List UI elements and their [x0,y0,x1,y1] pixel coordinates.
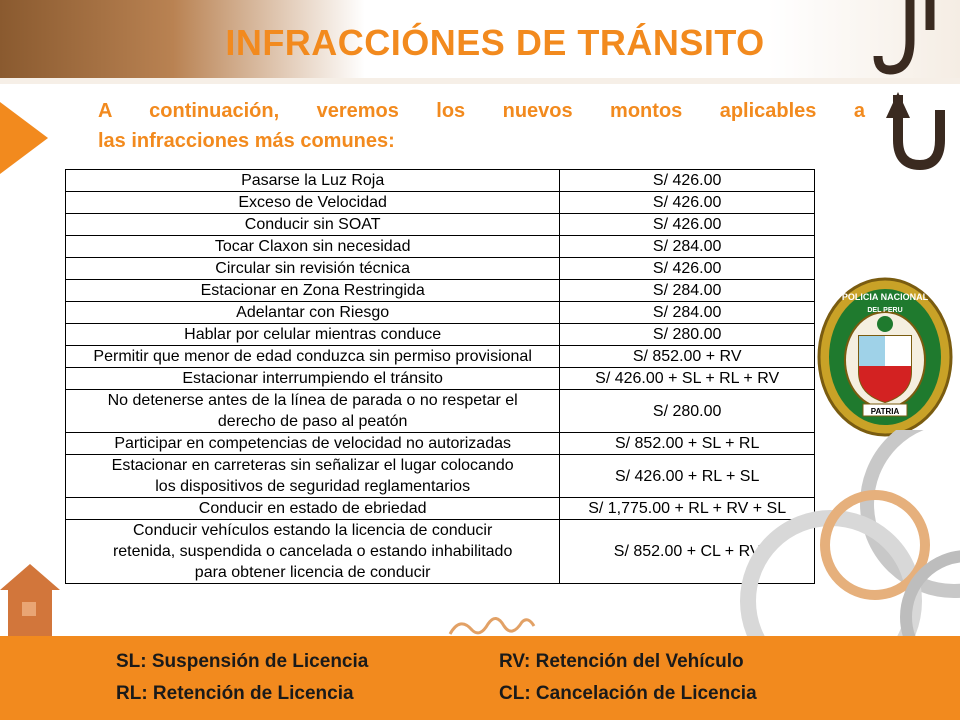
amount-cell: S/ 284.00 [560,280,815,302]
amount-cell: S/ 426.00 [560,258,815,280]
infraction-cell [66,214,560,236]
amount-cell: S/ 426.00 [560,192,815,214]
table-row [66,236,815,258]
infraction-cell [66,302,560,324]
infraction-text-line: Conducir sin SOAT [244,216,381,233]
amount-cell: S/ 426.00 [560,214,815,236]
amount-cell: S/ 426.00 + SL + RL + RV [560,368,815,390]
amount-cell: S/ 852.00 + SL + RL [560,433,815,455]
infraction-text-line: Adelantar con Riesgo [236,304,390,321]
infraction-text-line: retenida, suspendida o cancelada o estando inhabilitado [112,543,513,560]
infraction-text-line: Estacionar interrumpiendo el tránsito [182,370,443,387]
police-crest-icon [815,276,955,438]
infraction-text-line: Circular sin revisión técnica [215,260,411,277]
infraction-text-line: derecho de paso al peatón [217,413,408,430]
table-row [66,302,815,324]
amount-cell: S/ 280.00 [560,390,815,433]
infraction-cell [66,324,560,346]
decorative-circles [700,430,960,636]
amount-cell: S/ 426.00 + RL + SL [560,455,815,498]
table-row [66,390,815,433]
amount-cell: S/ 852.00 + CL + RV [560,520,815,584]
infraction-cell [66,520,560,584]
infraction-text-line: Exceso de Velocidad [238,194,387,211]
infraction-cell [66,258,560,280]
legend-sl: SL: Suspensión de Licencia [116,651,369,672]
crest-ribbon-text: PATRIA [870,407,900,416]
legend-rl: RL: Retención de Licencia [116,683,354,704]
table-row [66,346,815,368]
infraction-text-line: Permitir que menor de edad conduzca sin permiso provisional [93,348,532,365]
intro-line-1: A continuación, veremos los nuevos montos aplicables a [98,100,865,122]
amount-cell: S/ 1,775.00 + RL + RV + SL [560,498,815,520]
infraction-cell [66,192,560,214]
intro-text [98,96,865,156]
infraction-cell [66,170,560,192]
legend-cl: CL: Cancelación de Licencia [499,683,757,704]
table-row [66,368,815,390]
table-row [66,324,815,346]
amount-cell: S/ 284.00 [560,302,815,324]
infraction-cell [66,280,560,302]
infraction-text-line: Conducir vehículos estando la licencia de conducir [132,522,493,539]
house-decoration-icon [0,560,60,636]
infraction-cell [66,346,560,368]
table-row [66,170,815,192]
infraction-text-line: Tocar Claxon sin necesidad [214,238,411,255]
left-arrow-icon [0,102,48,174]
footer-legend-band [0,636,960,720]
infraction-cell [66,368,560,390]
table-row [66,214,815,236]
amount-cell: S/ 280.00 [560,324,815,346]
amount-cell: S/ 426.00 [560,170,815,192]
amount-cell: S/ 852.00 + RV [560,346,815,368]
infraction-text-line: No detenerse antes de la línea de parada o no respetar el [107,392,518,409]
top-band-shadow [0,78,960,84]
infraction-text-line: Pasarse la Luz Roja [241,172,385,189]
table-row [66,192,815,214]
intro-line-2: las infracciones más comunes: [98,130,395,152]
legend-rv: RV: Retención del Vehículo [499,651,744,672]
infraction-text-line: Estacionar en Zona Restringida [200,282,425,299]
crest-ring-text-mid: DEL PERU [867,307,903,314]
infraction-text-line: los dispositivos de seguridad reglamentarios [155,478,471,495]
infraction-text-line: Hablar por celular mientras conduce [184,326,442,343]
table-row [66,280,815,302]
crest-ring-text-top: POLICIA NACIONAL [841,292,929,302]
infraction-cell [66,498,560,520]
infraction-text-line: Participar en competencias de velocidad no autorizadas [114,435,511,452]
infraction-cell [66,433,560,455]
amount-cell: S/ 284.00 [560,236,815,258]
infraction-cell [66,455,560,498]
infraction-cell [66,236,560,258]
infraction-text-line: Estacionar en carreteras sin señalizar el lugar colocando [111,457,514,474]
page-title: INFRACCIÓNES DE TRÁNSITO [225,22,765,63]
infraction-cell [66,390,560,433]
infraction-text-line: Conducir en estado de ebriedad [198,500,427,517]
infraction-text-line: para obtener licencia de conducir [194,564,431,581]
table-row [66,258,815,280]
